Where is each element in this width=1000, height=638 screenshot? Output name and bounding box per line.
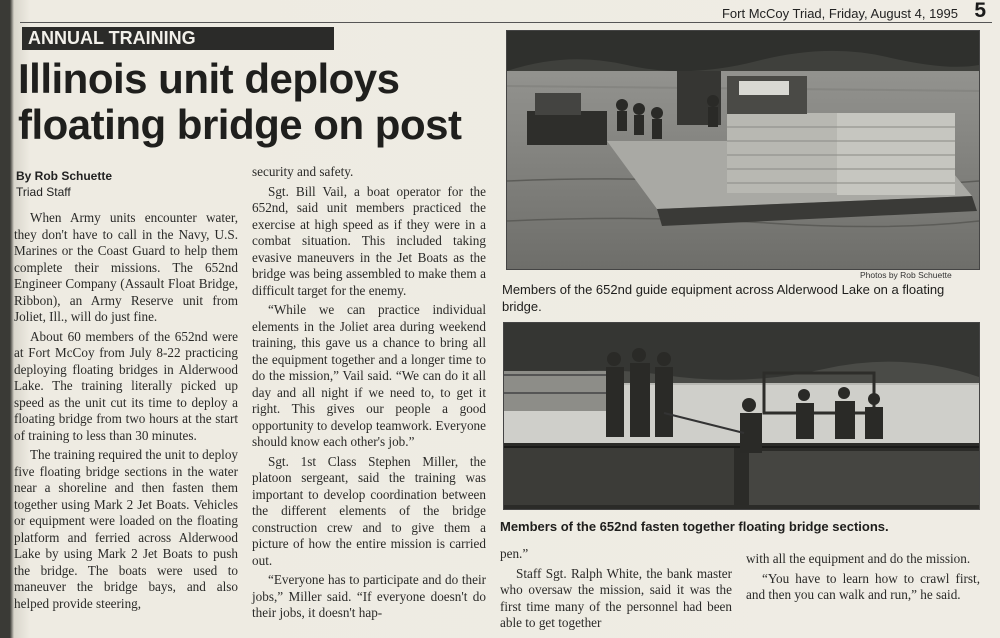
masthead xyxy=(20,0,992,23)
paragraph: Staff Sgt. Ralph White, the bank master who oversaw the mission, said it was the first time many of the personnel had been able to get together xyxy=(500,565,732,630)
photo-bridge-sections xyxy=(503,322,980,510)
photo-credit: Photos by Rob Schuette xyxy=(860,270,952,280)
paragraph: Sgt. Bill Vail, a boat operator for the 652nd, said unit members practiced the exercise at high speed as if they were in a combat situation. This included taking evasive maneuvers in the Jet Boats as the bridge was being assembled to make them a difficult target for the enemy. xyxy=(252,183,486,298)
paragraph: “Everyone has to participate and do their jobs,” Miller said. “If everyone doesn't do their jobs, it doesn't hap- xyxy=(252,572,486,620)
publication-line: Fort McCoy Triad, Friday, August 4, 1995 xyxy=(721,6,958,21)
paragraph: “While we can practice individual elements in the Joliet area during weekend training, this gave us a chance to bring all the equipment together and a longer time to do the mission,” Vail said. “We can do it all day and all night if we need to, to get it right. This gives our people a good opportunity to develop teamwork. Everyone should know each other's job.” xyxy=(252,302,486,449)
article-column-4 xyxy=(746,551,980,607)
article-column-3 xyxy=(500,546,732,635)
headline: Illinois unit deploys floating bridge on post xyxy=(18,55,462,148)
photo-bridge-sections-image xyxy=(504,323,979,509)
paragraph: with all the equipment and do the mission. xyxy=(746,551,971,566)
article-column-2 xyxy=(252,164,486,625)
paragraph: The training required the unit to deploy five floating bridge sections in the water near a shoreline and then fasten them together using Mark 2 Jet Boats. Vehicles or equipment were loaded on the floating platform and ferried across Alderwood Lake by using Mark 2 Jet Boats to push the bridge. The boats were used to maneuver the bridge bays, and also helped provide steering, xyxy=(14,447,239,611)
paragraph: Sgt. 1st Class Stephen Miller, the platoon sergeant, said the training was important to develop coordination between the different elements of the bridge construction crew and to give them a picture of how the entire mission is carried out. xyxy=(252,453,486,568)
page-number: 5 xyxy=(974,0,986,22)
photo-caption-2: Members of the 652nd fasten together floating bridge sections. xyxy=(500,519,889,534)
byline xyxy=(16,168,112,200)
photo-bridge-ferry xyxy=(506,30,980,270)
article-column-1 xyxy=(14,210,238,615)
paragraph: “You have to learn how to crawl first, and then you can walk and run,” he said. xyxy=(746,570,980,602)
photo-bridge-ferry-image xyxy=(507,31,979,269)
byline-name: By Rob Schuette xyxy=(16,169,113,183)
paragraph: security and safety. xyxy=(252,164,354,179)
section-kicker: ANNUAL TRAINING xyxy=(22,27,334,50)
paragraph: pen.” xyxy=(500,546,529,561)
paragraph: When Army units encounter water, they don't have to call in the Navy, U.S. Marines or the Coast Guard to help them complete their missions. The 652nd Engineer Company (Assault Float Bridge, Ribbon), an Army Reserve unit from Joliet, Ill., will do just fine. xyxy=(14,210,238,324)
byline-role: Triad Staff xyxy=(16,185,71,199)
photo-caption-1: Members of the 652nd guide equipment across Alderwood Lake on a floating bridge. xyxy=(502,282,945,314)
paragraph: About 60 members of the 652nd were at Fort McCoy from July 8-22 practicing deploying floating bridges in Alderwood Lake. The training literally picked up speed as the unit cut its time to deploy a floating bridge from two hours at the start of training to less than 30 minutes. xyxy=(14,328,238,443)
